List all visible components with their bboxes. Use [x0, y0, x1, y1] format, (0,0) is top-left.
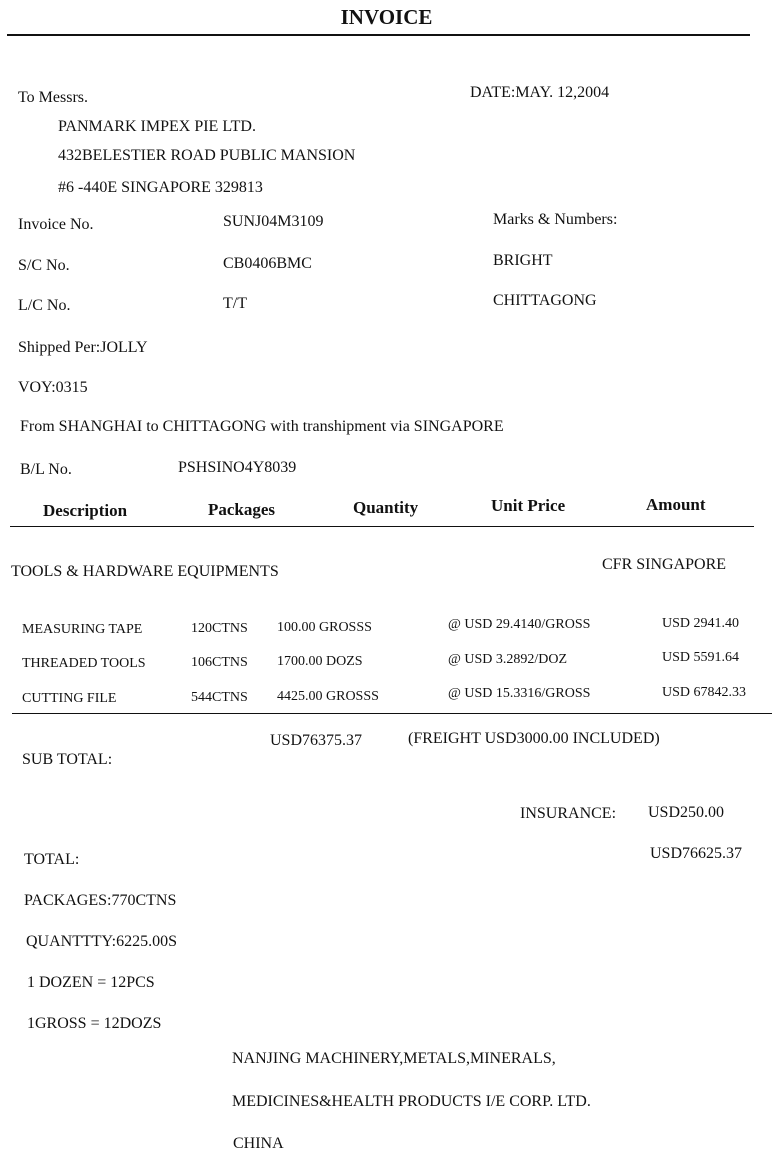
seller-line-1: NANJING MACHINERY,METALS,MINERALS,: [232, 1050, 556, 1067]
freight-note: (FREIGHT USD3000.00 INCLUDED): [408, 730, 660, 747]
table-bottom-rule: [12, 713, 772, 714]
col-header-packages: Packages: [208, 500, 276, 519]
invoice-no-value: SUNJ04M3109: [223, 213, 324, 230]
row-packages: 106CTNS: [191, 655, 248, 670]
sc-no-label: S/C No.: [18, 257, 70, 274]
col-header-quantity: Quantity: [353, 498, 419, 517]
row-description: MEASURING TAPE: [22, 622, 143, 637]
col-header-unit-price: Unit Price: [491, 496, 566, 515]
subtotal-value: USD76375.37: [270, 732, 363, 749]
bl-no-label: B/L No.: [20, 461, 72, 478]
row-quantity: 100.00 GROSSS: [277, 620, 372, 635]
invoice-title: INVOICE: [340, 5, 433, 29]
consignee-address-1: 432BELESTIER ROAD PUBLIC MANSION: [58, 147, 356, 164]
row-unit-price: @ USD 29.4140/GROSS: [448, 617, 591, 632]
row-amount: USD 5591.64: [662, 650, 740, 665]
to-messrs-label: To Messrs.: [18, 89, 88, 106]
seller-line-3: CHINA: [233, 1135, 284, 1152]
sc-no-value: CB0406BMC: [223, 255, 312, 272]
seller-line-2: MEDICINES&HEALTH PRODUCTS I/E CORP. LTD.: [232, 1093, 591, 1110]
col-header-amount: Amount: [646, 495, 706, 514]
shipping-route: From SHANGHAI to CHITTAGONG with transhipment via SINGAPORE: [20, 418, 504, 435]
row-description: THREADED TOOLS: [22, 656, 146, 671]
row-packages: 120CTNS: [191, 621, 248, 636]
total-label: TOTAL:: [24, 851, 80, 868]
consignee-address-2: #6 -440E SINGAPORE 329813: [58, 179, 263, 196]
row-amount: USD 2941.40: [662, 616, 740, 631]
bl-no-value: PSHSINO4Y8039: [178, 459, 297, 476]
summary-dozen: 1 DOZEN = 12PCS: [27, 974, 155, 991]
row-quantity: 1700.00 DOZS: [277, 654, 363, 669]
shipped-per: Shipped Per:JOLLY: [18, 339, 148, 356]
price-terms: CFR SINGAPORE: [602, 556, 727, 573]
title-rule: [7, 34, 750, 36]
invoice-no-label: Invoice No.: [18, 216, 94, 233]
voyage-no: VOY:0315: [18, 379, 88, 396]
marks-line-2: CHITTAGONG: [493, 292, 597, 309]
invoice-date: DATE:MAY. 12,2004: [470, 84, 610, 101]
insurance-label: INSURANCE:: [520, 805, 617, 822]
table-header-rule: [10, 526, 754, 527]
row-quantity: 4425.00 GROSSS: [277, 689, 379, 704]
marks-label: Marks & Numbers:: [493, 211, 618, 228]
consignee-name: PANMARK IMPEX PIE LTD.: [58, 118, 256, 135]
summary-gross: 1GROSS = 12DOZS: [27, 1015, 162, 1032]
goods-category: TOOLS & HARDWARE EQUIPMENTS: [11, 563, 279, 580]
total-value: USD76625.37: [650, 845, 743, 862]
lc-no-label: L/C No.: [18, 297, 71, 314]
summary-packages: PACKAGES:770CTNS: [24, 892, 177, 909]
row-amount: USD 67842.33: [662, 685, 747, 700]
insurance-value: USD250.00: [648, 804, 725, 821]
col-header-description: Description: [43, 501, 128, 520]
lc-no-value: T/T: [223, 295, 247, 312]
subtotal-label: SUB TOTAL:: [22, 751, 113, 768]
row-unit-price: @ USD 3.2892/DOZ: [448, 652, 568, 667]
row-description: CUTTING FILE: [22, 691, 117, 706]
marks-line-1: BRIGHT: [493, 252, 553, 269]
summary-quantity: QUANTTTY:6225.00S: [26, 933, 177, 950]
row-unit-price: @ USD 15.3316/GROSS: [448, 686, 591, 701]
row-packages: 544CTNS: [191, 690, 248, 705]
